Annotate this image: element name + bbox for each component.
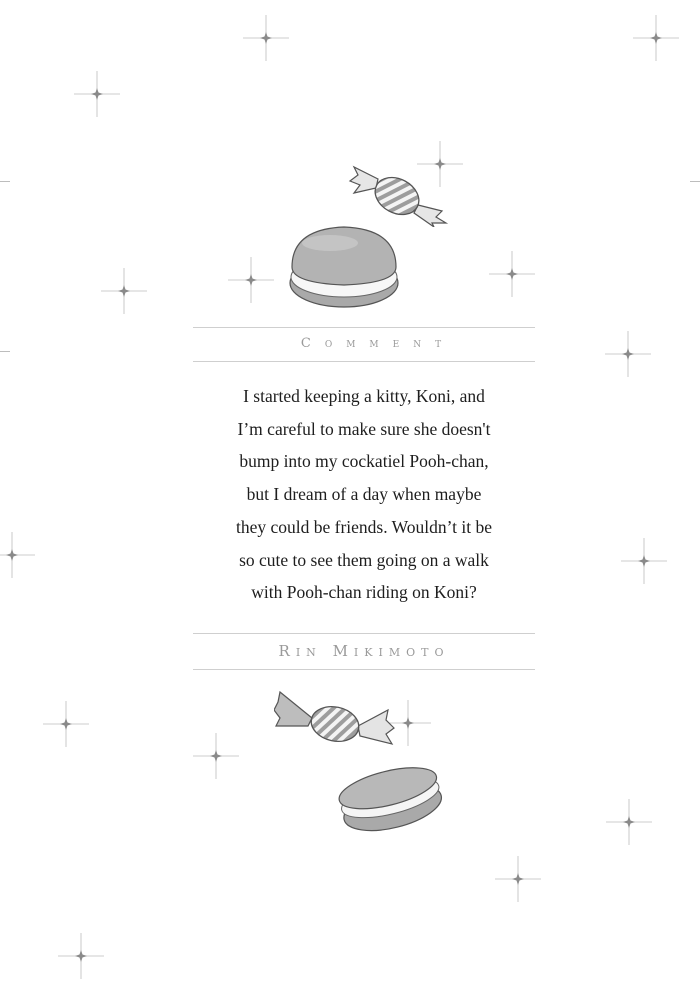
sparkle-icon [631, 13, 681, 63]
macaron-icon [286, 221, 402, 311]
comment-line: but I dream of a day when maybe [246, 484, 482, 505]
candy-icon [348, 155, 450, 227]
sparkle-icon [56, 931, 106, 981]
comment-line: I started keeping a kitty, Koni, and [243, 386, 485, 406]
edge-mark [690, 181, 700, 182]
comment-text [193, 380, 535, 609]
sparkle-icon [487, 249, 537, 299]
candy-icon [274, 688, 398, 752]
sparkle-icon [603, 329, 653, 379]
sparkle-icon [493, 854, 543, 904]
edge-mark [0, 181, 10, 182]
macaron-icon [334, 760, 446, 834]
divider [193, 633, 535, 634]
sparkle-icon [226, 255, 276, 305]
divider [193, 361, 535, 362]
comment-line: with Pooh-chan riding on Koni? [251, 582, 477, 603]
sparkle-icon [72, 69, 122, 119]
comment-line: I’m careful to make sure she doesn't [237, 418, 491, 439]
sparkle-icon [0, 530, 37, 580]
edge-mark [0, 351, 10, 352]
divider-bottom [193, 669, 535, 670]
sparkle-icon [604, 797, 654, 847]
comment-line: they could be friends. Wouldn’t it be [235, 516, 493, 537]
author-name: Rin Mikimoto [278, 642, 450, 660]
sparkle-icon [241, 13, 291, 63]
sparkle-icon [41, 699, 91, 749]
comment-line: bump into my cockatiel Pooh-chan, [239, 451, 489, 472]
comment-heading: Comment [300, 336, 456, 351]
sparkle-icon [191, 731, 241, 781]
sparkle-icon [99, 266, 149, 316]
sparkle-icon [619, 536, 669, 586]
comment-line: so cute to see them going on a walk [239, 549, 489, 570]
divider-top [193, 327, 535, 328]
